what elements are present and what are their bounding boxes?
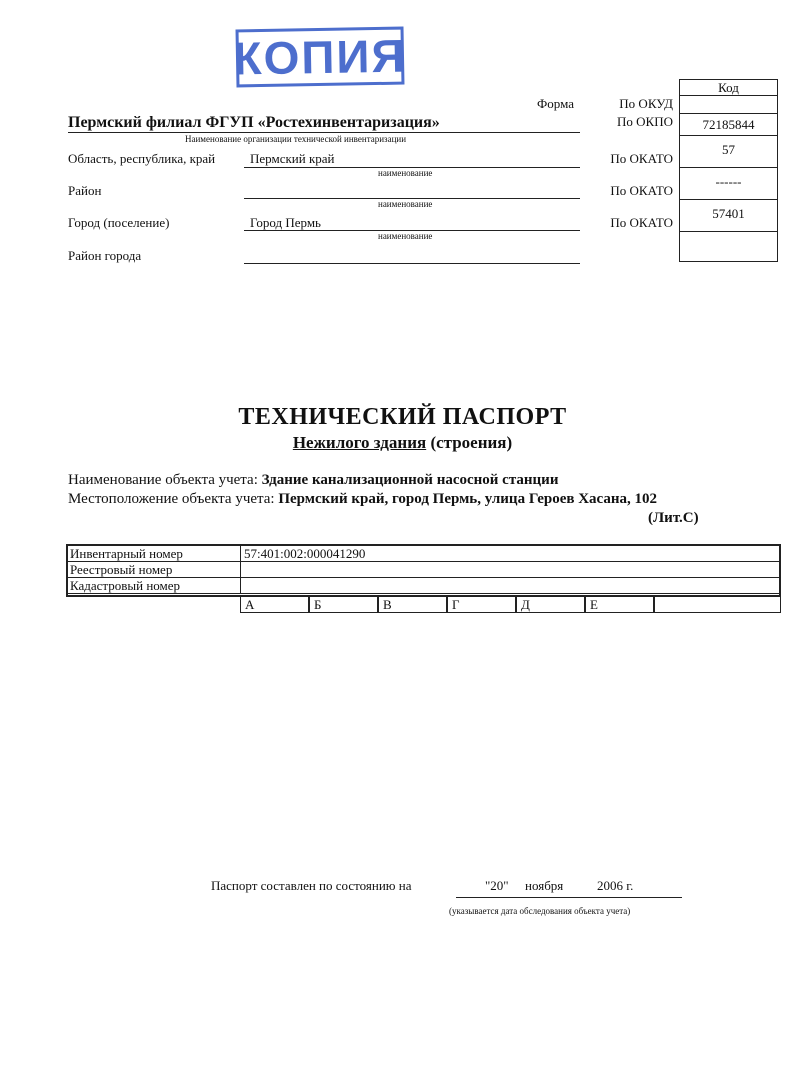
code-label-okato-2: По ОКАТО bbox=[610, 183, 673, 198]
footer-caption: (указывается дата обследования объекта учета) bbox=[449, 906, 631, 916]
subtitle-rest: (строения) bbox=[426, 433, 513, 452]
footer-year: 2006 г. bbox=[597, 878, 634, 893]
region-value: Пермский край bbox=[250, 151, 335, 166]
letter-cell-v: В bbox=[378, 596, 447, 613]
cadastral-number-value bbox=[241, 578, 780, 594]
forma-label: Форма bbox=[537, 96, 574, 111]
code-box bbox=[679, 79, 778, 262]
letter-cell-a: А bbox=[240, 596, 309, 613]
document-title: ТЕХНИЧЕСКИЙ ПАСПОРТ bbox=[238, 404, 567, 430]
city-value: Город Пермь bbox=[250, 215, 321, 230]
letter-cell-empty bbox=[654, 596, 781, 613]
code-header: Код bbox=[680, 80, 777, 96]
org-name: Пермский филиал ФГУП «Ростехинвентаризация» bbox=[68, 114, 440, 131]
letter-cell-e: Е bbox=[585, 596, 654, 613]
code-okato-value-3: 57401 bbox=[680, 200, 777, 232]
object-name-label: Наименование объекта учета: bbox=[68, 472, 262, 488]
code-okato-value-2: ------ bbox=[680, 168, 777, 200]
letters-row bbox=[240, 596, 781, 613]
table-row bbox=[67, 578, 780, 594]
city-caption: наименование bbox=[378, 231, 433, 241]
footer-month: ноября bbox=[525, 878, 564, 893]
inventory-table bbox=[66, 545, 780, 594]
cadastral-number-label: Кадастровый номер bbox=[67, 578, 241, 594]
district-label: Район bbox=[68, 183, 102, 198]
registry-number-value bbox=[241, 562, 780, 578]
copy-stamp: КОПИЯ bbox=[236, 27, 405, 88]
code-okud-value bbox=[680, 96, 777, 114]
footer-day: "20" bbox=[485, 878, 509, 893]
document-subtitle bbox=[0, 433, 805, 453]
footer-underline bbox=[456, 897, 682, 898]
letter-cell-d: Д bbox=[516, 596, 585, 613]
letter-cell-b: Б bbox=[309, 596, 378, 613]
code-label-okato-1: По ОКАТО bbox=[610, 151, 673, 166]
org-underline bbox=[68, 132, 580, 133]
code-okpo-value: 72185844 bbox=[680, 114, 777, 136]
org-caption: Наименование организации технической инвентаризации bbox=[185, 134, 407, 144]
table-row bbox=[67, 546, 780, 562]
region-label: Область, республика, край bbox=[68, 151, 216, 166]
city-district-label: Район города bbox=[68, 248, 142, 263]
object-location-label: Местоположение объекта учета: bbox=[68, 491, 279, 507]
code-label-okpo: По ОКПО bbox=[617, 114, 673, 129]
code-okato-value-1: 57 bbox=[680, 136, 777, 168]
code-label-okato-3: По ОКАТО bbox=[610, 215, 673, 230]
inventory-number-label: Инвентарный номер bbox=[67, 546, 241, 562]
district-caption: наименование bbox=[378, 199, 433, 209]
region-caption: наименование bbox=[378, 168, 433, 178]
registry-number-label: Реестровый номер bbox=[67, 562, 241, 578]
city-label: Город (поселение) bbox=[68, 215, 170, 230]
code-label-okud: По ОКУД bbox=[619, 96, 673, 111]
object-location-value: Пермский край, город Пермь, улица Героев Хасана, 102 bbox=[278, 491, 658, 507]
object-name-value: Здание канализационной насосной станции bbox=[261, 472, 559, 488]
table-row bbox=[67, 562, 780, 578]
inventory-number-value: 57:401:002:000041290 bbox=[241, 546, 780, 562]
footer-label: Паспорт составлен по состоянию на bbox=[211, 878, 412, 893]
letter-cell-g: Г bbox=[447, 596, 516, 613]
object-location-lit: (Лит.С) bbox=[648, 510, 699, 526]
object-location-line bbox=[68, 491, 657, 508]
subtitle-underlined: Нежилого здания bbox=[292, 433, 427, 452]
object-name-line bbox=[68, 472, 558, 489]
city-district-underline bbox=[244, 263, 580, 264]
